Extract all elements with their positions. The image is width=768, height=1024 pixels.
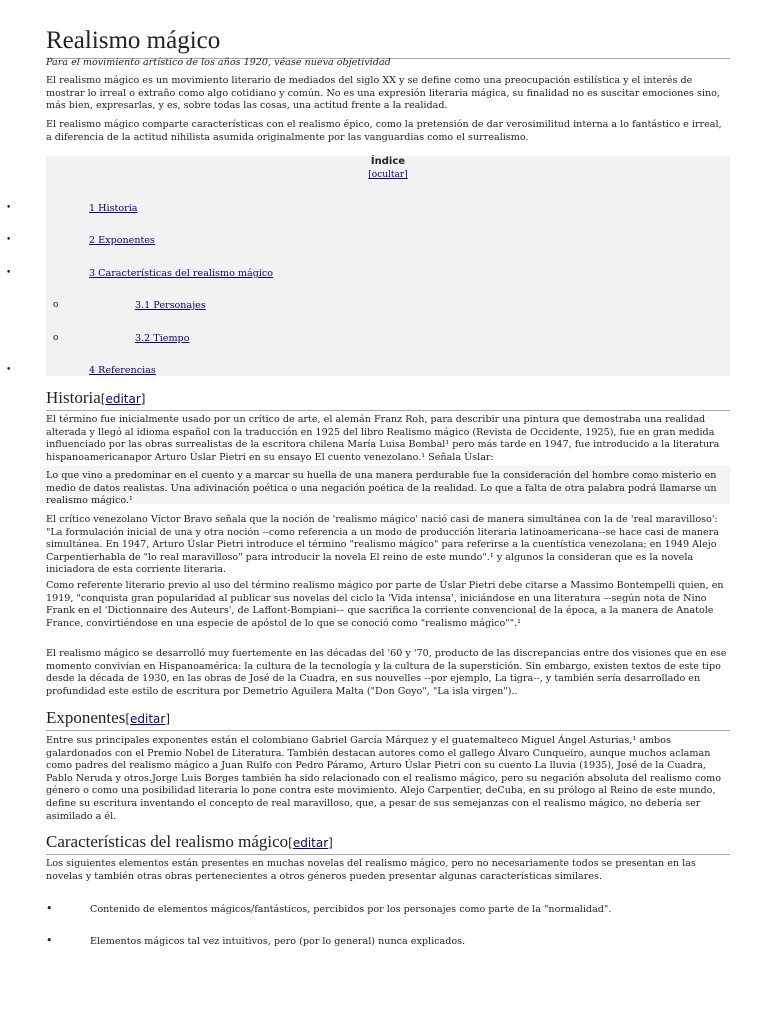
historia-paragraph-3: Como referente literario previo al uso del término realismo mágico por parte de Úslar Pietri debe citarse a Massimo Bontempelli quien, en 1919, "conquista gran popularidad al publicar sus novelas del ciclo la 'Vida intensa', iniciándose en una literatura –-según nota de Nino Frank en el 'Dictionnaire des Auteurs', de Laffont-Bompiani-– que sacrifica la corriente convencional de la época, a la manera de Anatole France, convirtiéndose en una especie de apóstol de lo que se conoció como "realismo mágico"".¹	[46, 580, 724, 629]
toc-item-tiempo[interactable]: 3.2 Tiempo	[135, 333, 190, 344]
toc-item-exponentes[interactable]: 2 Exponentes	[89, 235, 155, 246]
toc-item-caracteristicas[interactable]: 3 Características del realismo mágico	[89, 268, 274, 279]
toc-subbullet: o	[53, 300, 59, 310]
page-title: Realismo mágico	[46, 26, 730, 59]
toc-title: Índice	[370, 156, 406, 167]
edit-label[interactable]: editar	[292, 836, 329, 850]
edit-link[interactable]: [editar]	[288, 836, 333, 850]
toc-bullet: •	[6, 203, 12, 213]
toc-hide-label[interactable]: [ocultar]	[368, 170, 408, 180]
section-heading-exponentes	[46, 708, 730, 731]
intro-paragraph-2: El realismo mágico comparte características con el realismo épico, como la pretensión de dar verosimilitud interna a lo fantástico e irreal, a diferencia de la actitud nihilista asumida originalmente por las vanguardias como el surrealismo.	[46, 119, 722, 143]
toc-bullet: •	[6, 268, 12, 278]
toc-subbullet: o	[53, 333, 59, 343]
toc-item-historia[interactable]: 1 Historia	[89, 203, 138, 214]
historia-quote: Lo que vino a predominar en el cuento y a marcar su huella de una manera perdurable fue la consideración del hombre como misterio en medio de datos realistas. Una adivinación poética o una negación poética de la realidad. Lo que a falta de otra palabra podrá llamarse un realismo mágico.¹	[46, 470, 717, 507]
historia-paragraph-4: El realismo mágico se desarrolló muy fuertemente en las décadas del '60 y '70, producto de las discrepancias entre dos visiones que en ese momento convivían en Hispanoamérica: la cultura de la tecnología y la cultura de la superstición. Sin embargo, existen textos de este tipo desde la década de 1930, en las obras de José de la Cuadra, en sus nouvelles --por ejemplo, La tigra--, y también sería desarrollado en profundidad este estilo de escritura por Demetrio Aguilera Malta ("Don Goyo", "La isla virgen")..	[46, 648, 727, 697]
section-title: Características del realismo mágico	[46, 832, 289, 851]
list-item: Elementos mágicos tal vez intuitivos, pero (por lo general) nunca explicados.	[90, 936, 466, 947]
list-item: Contenido de elementos mágicos/fantásticos, percibidos por los personajes como parte de la "normalidad".	[90, 904, 612, 915]
list-bullet: •	[46, 934, 53, 947]
historia-paragraph-2: El crítico venezolano Víctor Bravo señala que la noción de 'realismo mágico' nació casi de manera simultánea con la de 'real maravilloso': "La formulación inicial de una y otra noción --como referencia a un modo de producción literaria latinoamericana--se hace casi de manera simultánea. En 1947, Arturo Úslar Pietri introduce el término "realismo mágico" para referirse a la cuentística venezolana; en 1949 Alejo Carpentierhabla de "lo real maravilloso" para introducir la novela El reino de este mundo".¹ y algunos la consideran que es la novela iniciadora de esta corriente literaria.	[46, 514, 719, 576]
section-heading-caracteristicas	[46, 832, 730, 855]
exponentes-paragraph: Entre sus principales exponentes están el colombiano Gabriel García Márquez y el guatemalteco Miguel Ángel Asturias,¹ ambos galardonados con el Premio Nobel de Literatura. También destacan autores como el gallego Álvaro Cunqueiro, aunque muchos aclaman como padres del realismo mágico a Juan Rulfo con Pedro Páramo, Arturo Úslar Pietri con su cuento La lluvia (1935), José de la Cuadra, Pablo Neruda y otros.Jorge Luis Borges también ha sido relacionado con el realismo mágico, pero su negación absoluta del realismo como género o como una posibilidad literaria lo pone contra este movimiento. Alejo Carpentier, deCuba, en su prólogo al Reino de este mundo, define su escritura inventando el concepto de real maravilloso, que, a pesar de sus semejanzas con el realismo mágico, no debería ser asimilado a él.	[46, 735, 721, 822]
section-title: Exponentes	[46, 708, 126, 727]
toc-item-referencias[interactable]: 4 Referencias	[89, 365, 156, 376]
list-bullet: •	[46, 902, 53, 915]
toc-item-personajes[interactable]: 3.1 Personajes	[135, 300, 206, 311]
edit-link[interactable]: [editar]	[100, 392, 146, 406]
section-heading-historia	[46, 388, 730, 411]
caracteristicas-paragraph: Los siguientes elementos están presentes en muchas novelas del realismo mágico, pero no necesariamente todos se presentan en las novelas y también otras obras pertenecientes a otros géneros pueden presentar algunas características similares.	[46, 858, 696, 882]
edit-label[interactable]: editar	[105, 392, 141, 406]
hatnote: Para el movimiento artístico de los años 1920, véase nueva objetividad	[46, 57, 391, 68]
toc-bullet: •	[6, 235, 12, 245]
edit-link[interactable]: [editar]	[125, 712, 171, 726]
section-title: Historia	[46, 388, 101, 407]
toc-hide-link[interactable]	[46, 170, 730, 180]
intro-paragraph-1: El realismo mágico es un movimiento literario de mediados del siglo XX y se define como una preocupación estilística y el interés de mostrar lo irreal o extraño como algo cotidiano y común. No es una expresión literaria mágica, su finalidad no es suscitar emociones sino, más bien, expresarlas, y es, sobre todas las cosas, una actitud frente a la realidad.	[46, 75, 720, 112]
toc-bullet: •	[6, 365, 12, 375]
edit-label[interactable]: editar	[130, 712, 166, 726]
historia-paragraph-1: El término fue inicialmente usado por un crítico de arte, el alemán Franz Roh, para describir una pintura que demostraba una realidad alterada y llegó al idioma español con la traducción en 1925 del libro Realismo mágico (Revista de Occidente, 1925), fue en gran medida influenciado por las obras surrealistas de la escritora chilena María Luisa Bombal¹ pero más tarde en 1947, fue introducido a la literatura hispanoamericanapor Arturo Úslar Pietri en su ensayo El cuento venezolano.¹ Señala Úslar:	[46, 414, 720, 463]
